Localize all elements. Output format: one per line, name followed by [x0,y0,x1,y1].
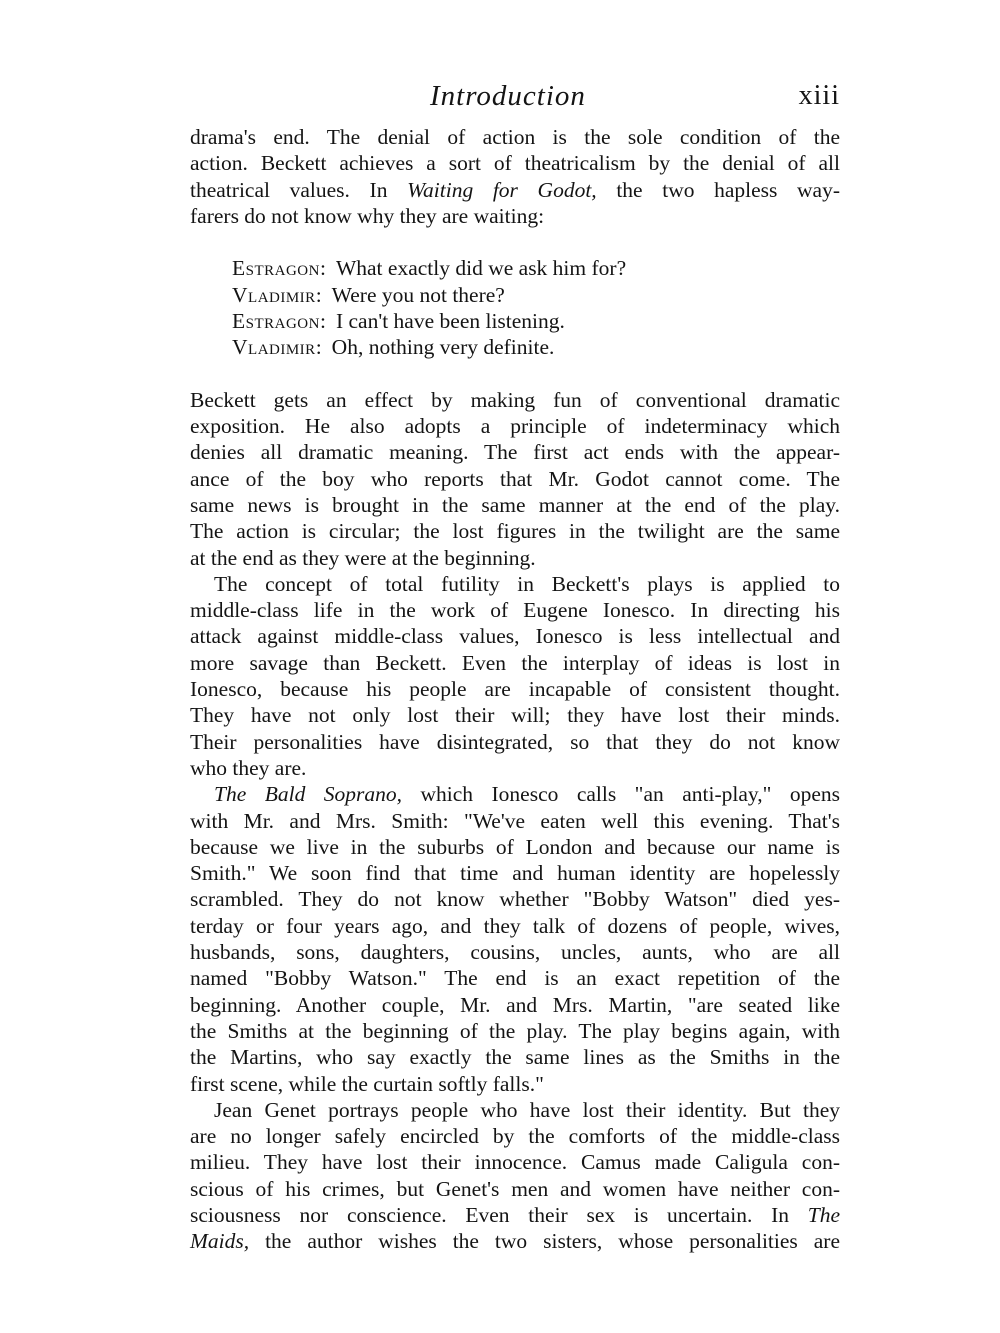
text-line [190,1228,840,1254]
text-line: terday or four years ago, and they talk of dozens of people, wives, [190,913,840,938]
text-run: sciousness nor conscience. Even their sex is uncertain. In [190,1203,808,1228]
text-line: ance of the boy who reports that Mr. Godot cannot come. The [190,466,840,491]
text-line: first scene, while the curtain softly falls." [190,1071,544,1096]
play-title-waiting-for-godot: Waiting for Godot, [407,177,597,202]
play-title-the-maids-part1: The [807,1203,840,1228]
dialogue-block [232,255,840,361]
text-line: are no longer safely encircled by the comforts of the middle-class [190,1124,840,1149]
dialogue-text: What exactly did we ask him for? [335,256,627,281]
speaker-name: Vladimir [232,335,316,360]
speaker-name: Estragon [232,256,320,281]
text-run: the author wishes the two sisters, whose personalities are [249,1229,840,1254]
body-text [190,124,840,1255]
text-line [190,1202,840,1228]
dialogue-line: Vladimir : Were you not there? [232,282,505,307]
text-run: theatrical values. In [190,177,408,202]
text-line: with Mr. and Mrs. Smith: "We've eaten well this evening. That's [190,808,840,833]
dialogue-line: Vladimir : Oh, nothing very definite. [232,335,555,360]
text-run: the two hapless way- [596,177,841,202]
dialogue-line: Estragon : I can't have been listening. [232,309,565,333]
text-line: same news is brought in the same manner at the end of the play. [190,493,840,517]
speaker-name: Estragon [232,309,320,333]
text-line: because we live in the suburbs of London and because our name is [190,834,840,859]
text-line: middle-class life in the work of Eugene Ionesco. In directing his [190,598,840,623]
text-line: The action is circular; the lost figures in the twilight are the same [190,519,840,544]
paragraph-4 [190,781,840,1097]
text-line: drama's end. The denial of action is the sole condition of the [190,125,840,149]
text-line: the Martins, who say exactly the same lines as the Smiths in the [190,1045,840,1070]
text-line: action. Beckett achieves a sort of theatricalism by the denial of all [190,151,840,176]
paragraph-5 [190,1097,840,1255]
running-head-title: Introduction [430,80,586,112]
text-run: which Ionesco calls "an anti-play," opens [402,782,840,807]
text-line: Their personalities have disintegrated, so that they do not know [190,729,840,754]
text-line: They have not only lost their will; they have lost their minds. [190,703,840,728]
dialogue-line: Estragon : What exactly did we ask him for? [232,256,627,281]
text-line: Smith." We soon find that time and human identity are hopelessly [190,861,840,886]
text-line [190,177,840,203]
play-title-bald-soprano: The Bald Soprano, [214,782,403,807]
paragraph-2 [190,387,840,571]
page-number: xiii [798,80,840,111]
text-line: husbands, sons, daughters, cousins, uncles, aunts, who are all [190,940,840,965]
text-line: Ionesco, because his people are incapable of consistent thought. [190,677,840,702]
text-line: Beckett gets an effect by making fun of conventional dramatic [190,387,840,412]
dialogue-text: Were you not there? [331,282,505,307]
text-line: denies all dramatic meaning. The first act ends with the appear- [190,440,840,465]
paragraph-1 [190,124,840,229]
text-line: Jean Genet portrays people who have lost their identity. But they [214,1097,840,1122]
text-line: The concept of total futility in Beckett's plays is applied to [214,571,840,596]
text-line: scious of his crimes, but Genet's men and women have neither con- [190,1176,840,1201]
text-line: milieu. They have lost their innocence. Camus made Caligula con- [190,1150,840,1175]
text-line: at the end as they were at the beginning. [190,545,536,570]
dialogue-text: Oh, nothing very definite. [331,335,555,360]
text-line [190,781,840,807]
text-line: attack against middle-class values, Ionesco is less intellectual and [190,624,840,649]
play-title-the-maids-part2: Maids, [190,1229,250,1254]
running-head [190,80,840,120]
text-line: the Smiths at the beginning of the play. The play begins again, with [190,1018,840,1043]
speaker-name: Vladimir [232,282,316,307]
paragraph-3 [190,571,840,781]
dialogue-text: I can't have been listening. [335,309,565,333]
text-line: exposition. He also adopts a principle of indeterminacy which [190,414,840,439]
text-line: beginning. Another couple, Mr. and Mrs. Martin, "are seated like [190,992,840,1017]
text-line: scrambled. They do not know whether "Bobby Watson" died yes- [190,887,840,912]
text-line: farers do not know why they are waiting: [190,203,545,228]
text-line: who they are. [190,755,307,780]
text-line: named "Bobby Watson." The end is an exact repetition of the [190,966,840,991]
text-line: more savage than Beckett. Even the interplay of ideas is lost in [190,650,840,675]
